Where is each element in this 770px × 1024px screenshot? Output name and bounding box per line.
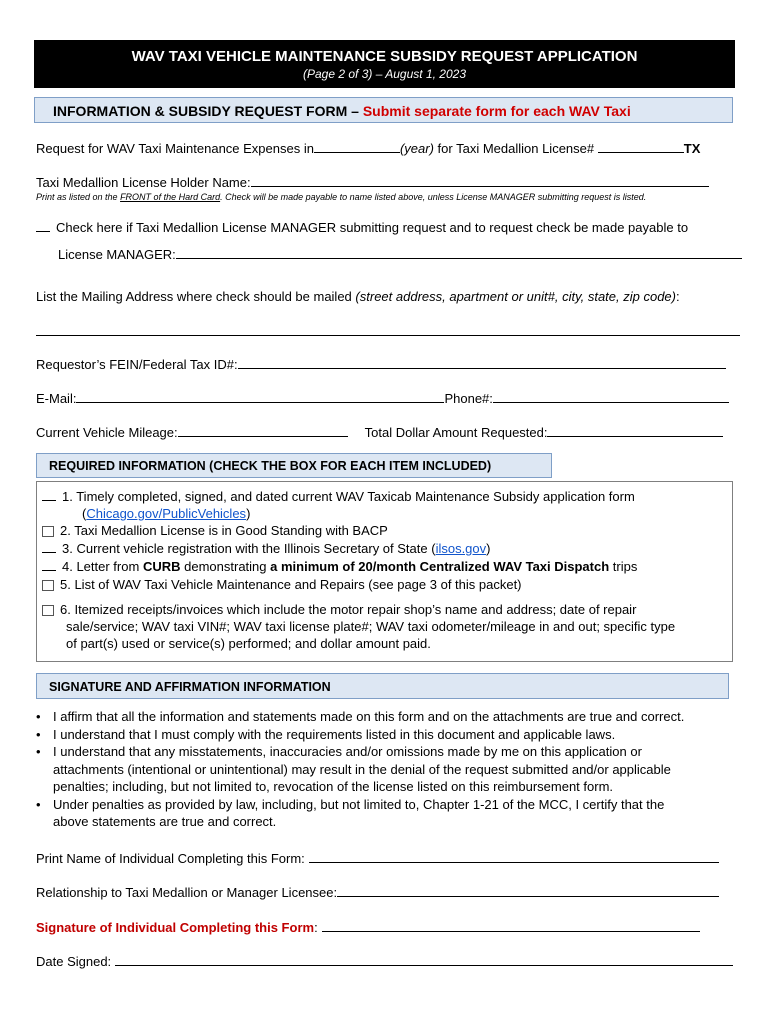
item2-checkbox[interactable] <box>42 526 54 537</box>
manager-checkbox[interactable] <box>36 231 50 232</box>
affirmation-3-line2: attachments (intentional or unintentional) may result in the denial of the request submitted and/or applicable <box>53 761 671 777</box>
item5-text: 5. List of WAV Taxi Vehicle Maintenance and Repairs (see page 3 of this packet) <box>60 577 522 592</box>
item1-checkbox[interactable] <box>42 500 56 501</box>
required-item-6 <box>42 602 636 617</box>
affirmation-item: • I understand that I must comply with the requirements listed in this document and applicable laws. <box>36 726 616 742</box>
item1-text: 1. Timely completed, signed, and dated current WAV Taxicab Maintenance Subsidy application form <box>62 489 635 504</box>
required-item-4 <box>42 559 637 574</box>
mileage-input[interactable] <box>178 424 348 437</box>
mailing-address-input[interactable] <box>36 335 740 336</box>
print-name-input[interactable] <box>309 850 719 863</box>
item5-checkbox[interactable] <box>42 580 54 591</box>
holder-row <box>36 174 709 190</box>
affirmation-item: • I understand that any misstatements, inaccuracies and/or omissions made by me on this application or attachments (intentional or unintentional) may result in the denial of the request submitted and/or applicable penalties; including, but not limited to, revocation of the license listed on this reimbursement form. <box>36 744 671 794</box>
required-item-5 <box>42 577 522 592</box>
print-note-emphasis: FRONT of the Hard Card <box>120 192 221 202</box>
license-suffix: TX <box>683 141 701 156</box>
required-item-1 <box>42 489 635 504</box>
print-note <box>36 192 646 202</box>
holder-name-input[interactable] <box>251 174 709 187</box>
item4-checkbox[interactable] <box>42 570 56 571</box>
section-info-note: Submit separate form for each WAV Taxi <box>362 103 631 119</box>
manager-row <box>58 246 742 262</box>
item6-checkbox[interactable] <box>42 605 54 616</box>
required-item-2 <box>42 523 388 538</box>
required-item-1-link-row: (Chicago.gov/PublicVehicles) <box>82 506 251 521</box>
required-item-6-line3 <box>66 636 431 651</box>
required-title: REQUIRED INFORMATION (CHECK THE BOX FOR EACH ITEM INCLUDED) <box>49 459 492 473</box>
relationship-input[interactable] <box>337 884 719 897</box>
manager-check-row <box>36 220 688 235</box>
license-label: for Taxi Medallion License# <box>437 141 595 156</box>
mailing-row <box>36 289 680 304</box>
item3-text: 3. Current vehicle registration with the Illinois Secretary of State ( <box>62 541 436 556</box>
phone-input[interactable] <box>493 390 729 403</box>
total-label: Total Dollar Amount Requested: <box>364 425 548 440</box>
email-input[interactable] <box>76 390 444 403</box>
mileage-label: Current Vehicle Mileage: <box>36 425 178 440</box>
form-title: WAV TAXI VEHICLE MAINTENANCE SUBSIDY REQUEST APPLICATION <box>131 48 638 65</box>
year-label: (year) <box>399 141 434 156</box>
affirmation-list <box>36 708 746 831</box>
item6-line2: sale/service; WAV taxi VIN#; WAV taxi license plate#; WAV taxi odometer/mileage in and out; specific type <box>66 619 676 634</box>
required-section-title <box>36 453 552 478</box>
print-note-post: . Check will be made payable to name listed above, unless License MANAGER submitting request is listed. <box>220 192 647 202</box>
item6-line3: of part(s) used or service(s) performed; and dollar amount paid. <box>66 636 431 651</box>
required-item-3: 3. Current vehicle registration with the Illinois Secretary of State (ilsos.gov) <box>42 541 490 556</box>
section-info-title <box>34 97 733 123</box>
phone-label: Phone#: <box>444 391 493 406</box>
item6-line1: 6. Itemized receipts/invoices which include the motor repair shop’s name and address; date of repair <box>60 602 637 617</box>
request-label: Request for WAV Taxi Maintenance Expenses in <box>36 141 314 156</box>
manager-name-input[interactable] <box>176 246 742 259</box>
affirmation-1: I affirm that all the information and statements made on this form and on the attachments are true and correct. <box>53 709 685 724</box>
affirmation-item: • Under penalties as provided by law, including, but not limited to, Chapter 1-21 of the MCC, I certify that the above statements are true and correct. <box>36 796 665 829</box>
print-name-row <box>36 850 719 866</box>
manager-label: License MANAGER: <box>58 247 176 262</box>
mailing-hint: (street address, apartment or unit#, city, state, zip code) <box>355 289 676 304</box>
holder-label: Taxi Medallion License Holder Name: <box>36 175 251 190</box>
date-signed-input[interactable] <box>115 953 733 966</box>
mailing-colon: : <box>676 289 680 304</box>
item4-mid: demonstrating <box>184 559 267 574</box>
fein-label: Requestor’s FEIN/Federal Tax ID#: <box>36 357 238 372</box>
mileage-row <box>36 424 723 440</box>
year-input[interactable] <box>314 140 400 153</box>
affirmation-2: I understand that I must comply with the requirements listed in this document and applicable laws. <box>53 726 616 742</box>
chicago-gov-link[interactable]: Chicago.gov/PublicVehicles <box>86 506 247 521</box>
signature-label: Signature of Individual Completing this Form <box>36 920 315 935</box>
total-amount-input[interactable] <box>547 424 723 437</box>
item4-pre: 4. Letter from <box>62 559 140 574</box>
fein-input[interactable] <box>238 356 726 369</box>
required-item-6-line2 <box>66 619 675 634</box>
signature-section-title <box>36 673 729 699</box>
mailing-label: List the Mailing Address where check should be mailed <box>36 289 352 304</box>
ilsos-link[interactable]: ilsos.gov <box>435 541 487 556</box>
item4-requirement: a minimum of 20/month Centralized WAV Taxi Dispatch <box>270 559 610 574</box>
affirmation-3-line1: I understand that any misstatements, inaccuracies and/or omissions made by me on this application or <box>53 744 642 759</box>
form-header <box>34 40 735 88</box>
affirmation-4-line2: above statements are true and correct. <box>53 814 277 829</box>
form-subtitle: (Page 2 of 3) – August 1, 2023 <box>302 67 466 81</box>
affirmation-item: • I affirm that all the information and statements made on this form and on the attachments are true and correct. <box>36 709 685 724</box>
signature-colon: : <box>314 920 318 935</box>
fein-row <box>36 356 726 372</box>
item3-checkbox[interactable] <box>42 552 56 553</box>
signature-input[interactable] <box>322 919 700 932</box>
license-number-input[interactable] <box>598 140 684 153</box>
item4-curb: CURB <box>142 559 181 574</box>
date-row <box>36 953 733 969</box>
request-row <box>36 140 700 156</box>
affirmation-3-line3: penalties; including, but not limited to, revocation of the license listed on this reimbursement form. <box>53 779 614 794</box>
manager-check-label: Check here if Taxi Medallion License MANAGER submitting request and to request check be made payable to <box>56 220 689 235</box>
print-name-label: Print Name of Individual Completing this Form: <box>36 851 305 866</box>
section-info-heading: INFORMATION & SUBSIDY REQUEST FORM – <box>53 103 359 119</box>
print-note-pre: Print as listed on the <box>36 192 118 202</box>
relationship-row <box>36 884 719 900</box>
signature-row <box>36 919 700 935</box>
email-label: E-Mail: <box>36 391 77 406</box>
date-label: Date Signed: <box>36 954 112 969</box>
contact-row <box>36 390 729 406</box>
signature-title: SIGNATURE AND AFFIRMATION INFORMATION <box>49 680 331 694</box>
affirmation-4-line1: Under penalties as provided by law, including, but not limited to, Chapter 1-21 of the MCC, I certify that the <box>53 796 665 812</box>
item2-text: 2. Taxi Medallion License is in Good Standing with BACP <box>60 523 388 538</box>
relationship-label: Relationship to Taxi Medallion or Manager Licensee: <box>36 885 338 900</box>
item4-post: trips <box>612 559 638 574</box>
